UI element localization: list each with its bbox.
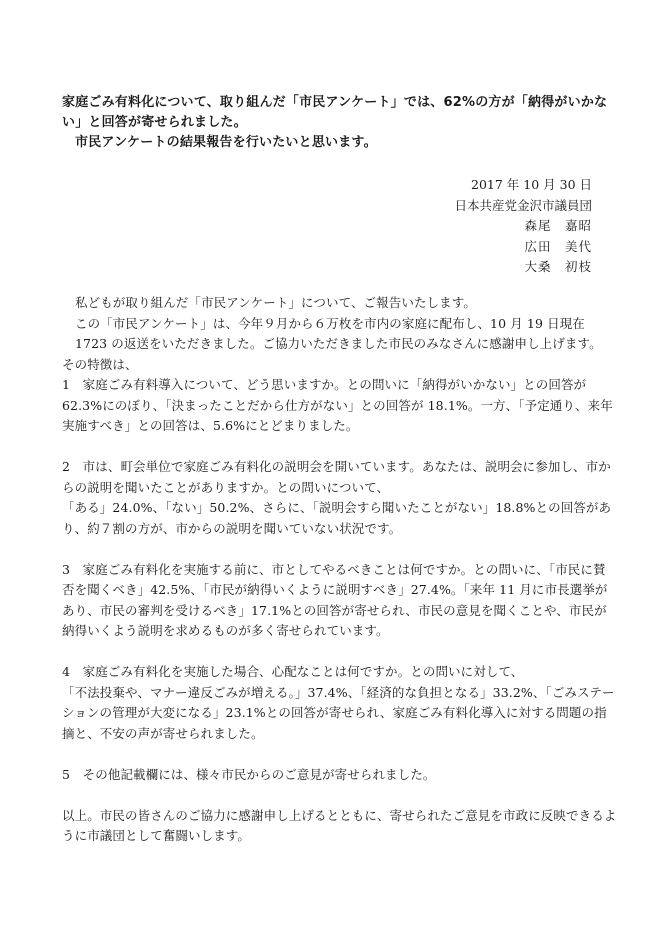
member-name: 大桑 初枝 — [524, 259, 592, 274]
survey-item-2: 2 市は、町会単位で家庭ごみ有料化の説明会を開いています。あなたは、説明会に参加し、市からの説明を聞いたことがありますか。との問いについて、 — [62, 459, 611, 495]
intro-paragraph: この「市民アンケート」は、今年９月から６万枚を市内の家庭に配布し、10 月 19 日現在 1723 の返送をいただきました。ご協力いただきました市民のみなさんに感謝申し上げます。 — [75, 315, 602, 351]
survey-item-4: 4 家庭ごみ有料化を実施した場合、心配なことは何ですか。との問いに対して、 — [62, 664, 524, 679]
document-heading — [62, 93, 622, 153]
intro-paragraph: 私どもが取り組んだ「市民アンケート」について、ご報告いたします。 — [75, 295, 476, 310]
heading-line-1: 家庭ごみ有料化について、取り組んだ「市民アンケート」では、62%の方が「納得がいかない」と回答が寄せられました。 — [62, 95, 608, 130]
intro-paragraph: その特徴は、 — [62, 356, 138, 372]
survey-item-5: 5 その他記載欄には、様々市民からのご意見が寄せられました。 — [62, 766, 436, 782]
survey-item-4-results: 「不法投棄や、マナー違反ごみが増える。」37.4%、「経済的な負担となる」33.2%、「ごみステーションの管理が大変になる」23.1%との回答が寄せられ、家庭ごみ有料化導入に対する問題の指摘と、不安の声が寄せられました。 — [62, 684, 615, 741]
survey-item-3: 3 家庭ごみ有料化を実施する前に、市としてやるべきことは何ですか。との問いに、「市民に賛否を聞くべき」42.5%、「市民が納得いくように説明すべき」27.4%。「来年 11 月に市長選挙があり、市民の審判を受けるべき」17.1%との回答が寄せられ、市民の意見を聞くことや、市民が納得いくよう説明を求めるものが多く寄せられています。 — [62, 561, 608, 638]
document-body — [62, 293, 618, 847]
organization-name: 日本共産党金沢市議員団 — [454, 197, 592, 213]
heading-line-2: 市民アンケートの結果報告を行いたいと思います。 — [75, 135, 377, 150]
survey-item-1: 1 家庭ごみ有料導入について、どう思いますか。との問いに「納得がいかない」との回答が 62.3%にのぼり、「決まったことだから仕方がない」との回答が 18.1%。一方、「予定通り、来年実施すべき」との回答は、5.6%にとどまりました。 — [62, 377, 613, 433]
signature-block — [446, 175, 592, 278]
member-name: 広田 美代 — [524, 238, 592, 254]
closing-paragraph: 以上。市民の皆さんのご協力に感謝申し上げるとともに、寄せられたご意見を市政に反映できるように市議団として奮闘いします。 — [62, 807, 617, 843]
document-date: 2017 年 10 月 30 日 — [471, 177, 592, 192]
member-name: 森尾 嘉昭 — [524, 218, 592, 233]
survey-item-2-results: 「ある」24.0%、「ない」50.2%、さらに、「説明会すら聞いたことがない」18.8%との回答があり、約７割の方が、市からの説明を聞いていない状況です。 — [62, 500, 612, 536]
